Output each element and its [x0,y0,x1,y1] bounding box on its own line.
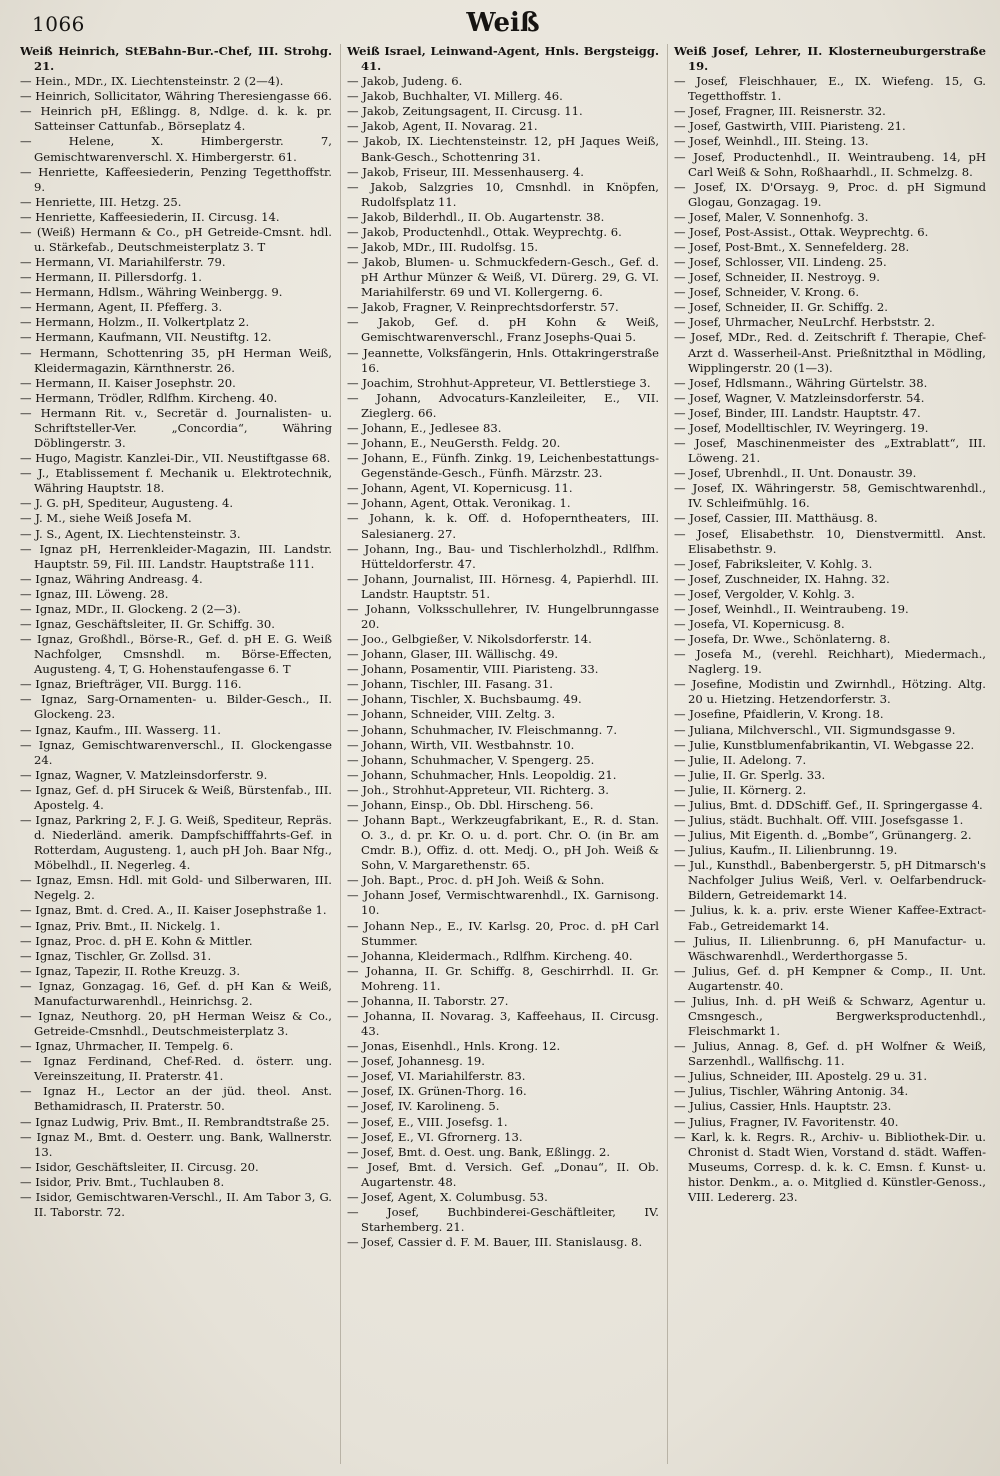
directory-entry: — Ignaz, Briefträger, VII. Burgg. 116. [20,677,242,692]
directory-entry: — Johanna, II. Taborstr. 27. [347,993,509,1008]
directory-entry: — Hermann, VI. Mariahilferstr. 79. [20,255,226,270]
directory-entry: — Johann, Agent, VI. Kopernicusg. 11. [347,481,573,496]
directory-entry: — Ignaz, III. Löweng. 28. [20,586,169,601]
directory-entry: — Ignaz, Emsn. Hdl. mit Gold- und Silberwaren, III. Negelg. 2. [20,873,332,903]
directory-entry: — Johanna, II. Novarag. 3, Kaffeehaus, II. Circusg. 43. [347,1009,659,1039]
directory-entry: — Hermann Rit. v., Secretär d. Journalisten- u. Schriftsteller-Ver. „Concordia“, Währing Döblingerstr. 3. [20,405,332,451]
columns [20,44,986,1464]
directory-entry: — Johann, E., Jedlesee 83. [347,420,502,435]
directory-entry: — Ignaz, Wagner, V. Matzleinsdorferstr. 9. [20,767,268,782]
directory-entry: — Hermann, Agent, II. Pfefferg. 3. [20,300,223,315]
directory-entry: Weiß Josef, Lehrer, II. Klosterneuburgerstraße 19. [674,44,986,74]
directory-entry: — Josefine, Pfaidlerin, V. Krong. 18. [674,707,884,722]
directory-entry: — Julius, Annag. 8, Gef. d. pH Wolfner & Weiß, Sarzenhdl., Wallfischg. 11. [674,1039,986,1069]
directory-entry: — Heinrich, Sollicitator, Währing Theresiengasse 66. [20,89,332,104]
directory-entry: — Karl, k. k. Regrs. R., Archiv- u. Bibliothek-Dir. u. Chronist d. Stadt Wien, Vorstand d. städt. Waffen-Museums, Corresp. d. k. k. C. Emsn. f. Kunst- u. histor. Denkm., a. o. Mitglied d. Künstler-Genoss., VIII. Ledererg. 23. [674,1129,986,1204]
directory-entry: — Josef, IX. Währingerstr. 58, Gemischtwarenhdl., IV. Schleifmühlg. 16. [674,481,986,511]
directory-entry: — Ignaz, Währing Andreasg. 4. [20,571,203,586]
directory-entry: — Julius, Kaufm., II. Lilienbrunng. 19. [674,843,898,858]
directory-entry: — Josef, Productenhdl., II. Weintraubeng. 14, pH Carl Weiß & Sohn, Roßhaarhdl., II. Schmelzg. 8. [674,149,986,179]
directory-entry: — Hermann, Holzm., II. Volkertplatz 2. [20,315,250,330]
directory-entry: Weiß Israel, Leinwand-Agent, Hnls. Bergsteigg. 41. [347,44,659,74]
directory-entry: — Josef, Bmt. d. Oest. ung. Bank, Eßlingg. 2. [347,1144,611,1159]
directory-entry: — Josef, MDr., Red. d. Zeitschrift f. Therapie, Chef-Arzt d. Wasserheil-Anst. Prießnitzthal in Mödling, Wipplingerstr. 20 (1—3). [674,330,986,375]
directory-entry: — Josef, E., VI. Gfrornerg. 13. [347,1129,523,1144]
directory-entry: — Josef, Hdlsmann., Währing Gürtelstr. 38. [674,375,928,390]
directory-entry: — Henriette, III. Hetzg. 25. [20,194,182,209]
directory-entry: — Josef, IX. D'Orsayg. 9, Proc. d. pH Sigmund Glogau, Gonzagag. 19. [674,179,986,209]
directory-entry: — Johann, Volksschullehrer, IV. Hungelbrunngasse 20. [347,601,659,631]
directory-entry: — Johann, E., NeuGersth. Feldg. 20. [347,436,561,451]
directory-entry: — Julius, städt. Buchhalt. Off. VIII. Josefsgasse 1. [674,812,964,827]
directory-entry: — Johann, Agent, Ottak. Veronikag. 1. [347,496,571,511]
directory-entry: — Josef, IX. Grünen-Thorg. 16. [347,1084,527,1099]
column-3 [667,44,986,1464]
directory-entry: — Johann, Posamentir, VIII. Piaristeng. 33. [347,662,599,677]
directory-entry: — Ignaz, Parkring 2, F. J. G. Weiß, Spediteur, Repräs. d. Niederländ. amerik. Dampfschifffahrts-Gef. in Rotterdam, Augusteng. 1, auch pH Joh. Baar Nfg., Möbelhdl., II. Negerleg. 4. [20,812,332,873]
directory-entry: — Ignaz, Kaufm., III. Wasserg. 11. [20,722,221,737]
directory-entry: — Julius, Gef. d. pH Kempner & Comp., II. Unt. Augartenstr. 40. [674,963,986,993]
page-number: 1066 [32,12,85,36]
directory-entry: — Hugo, Magistr. Kanzlei-Dir., VII. Neustiftgasse 68. [20,451,331,466]
directory-entry: — Josefa, VI. Kopernicusg. 8. [674,616,845,631]
directory-entry: — Jonas, Eisenhdl., Hnls. Krong. 12. [347,1039,561,1054]
directory-entry: — Josef, Schlosser, VII. Lindeng. 25. [674,255,887,270]
directory-entry: — Helene, X. Himbergerstr. 7, Gemischtwarenverschl. X. Himbergerstr. 61. [20,134,332,164]
directory-entry: — Josef, Bmt. d. Versich. Gef. „Donau“, II. Ob. Augartenstr. 48. [347,1159,659,1189]
directory-entry: — Julius, II. Lilienbrunng. 6, pH Manufactur- u. Wäschwarenhdl., Werderthorgasse 5. [674,933,986,963]
directory-entry: — Jakob, Gef. d. pH Kohn & Weiß, Gemischtwarenverschl., Franz Josephs-Quai 5. [347,315,659,345]
directory-entry: — Julius, Bmt. d. DDSchiff. Gef., II. Springergasse 4. [674,797,983,812]
directory-entry: — Josef, Maler, V. Sonnenhofg. 3. [674,209,869,224]
directory-entry: — J. G. pH, Spediteur, Augusteng. 4. [20,496,234,511]
directory-entry: — Johann, k. k. Off. d. Hofoperntheaters, III. Salesianerg. 27. [347,511,659,541]
directory-entry: — Josef, Schneider, II. Nestroyg. 9. [674,270,880,285]
directory-entry: — Jakob, Blumen- u. Schmuckfedern-Gesch., Gef. d. pH Arthur Münzer & Weiß, VI. Dürerg. 29, G. VI. Mariahilferstr. 69 und VI. Kollergerng. 6. [347,255,659,300]
directory-entry: — Josef, Vergolder, V. Kohlg. 3. [674,586,855,601]
directory-entry: — Josef, Binder, III. Landstr. Hauptstr. 47. [674,405,921,420]
directory-entry: — Juliana, Milchverschl., VII. Sigmundsgasse 9. [674,722,956,737]
directory-entry: — Julius, Schneider, III. Apostelg. 29 u. 31. [674,1069,928,1084]
directory-entry: — Josef, VI. Mariahilferstr. 83. [347,1069,526,1084]
directory-entry: — Johann, Tischler, III. Fasang. 31. [347,677,553,692]
directory-entry: — Josef, Zuschneider, IX. Hahng. 32. [674,571,890,586]
directory-entry: — Ignaz, Tischler, Gr. Zollsd. 31. [20,948,212,963]
directory-entry: — Johann, Glaser, III. Wällischg. 49. [347,647,559,662]
directory-entry: — Ignaz, Sarg-Ornamenten- u. Bilder-Gesch., II. Glockeng. 23. [20,692,332,722]
directory-entry: — (Weiß) Hermann & Co., pH Getreide-Cmsnt. hdl. u. Stärkefab., Deutschmeisterplatz 3. T [20,224,332,255]
directory-entry: — Ignaz, Gonzagag. 16, Gef. d. pH Kan & Weiß, Manufacturwarenhdl., Heinrichsg. 2. [20,978,332,1008]
directory-entry: — Hein., MDr., IX. Liechtensteinstr. 2 (2—4). [20,74,284,89]
directory-entry: — Josef, Schneider, II. Gr. Schiffg. 2. [674,300,888,315]
directory-entry: — Josef, Fleischhauer, E., IX. Wiefeng. 15, G. Tegetthoffstr. 1. [674,74,986,104]
directory-entry: — Ignaz, Tapezir, II. Rothe Kreuzg. 3. [20,963,241,978]
directory-entry: — Julie, II. Adelong. 7. [674,752,807,767]
directory-entry: — Josef, E., VIII. Josefsg. 1. [347,1114,508,1129]
directory-entry: — Jakob, Buchhalter, VI. Millerg. 46. [347,89,563,104]
directory-entry: — Jakob, Bilderhdl., II. Ob. Augartenstr. 38. [347,209,605,224]
directory-entry: — J. M., siehe Weiß Josefa M. [20,511,192,526]
directory-entry: — Ignaz, Bmt. d. Cred. A., II. Kaiser Josephstraße 1. [20,903,327,918]
directory-entry: — Josef, Ubrenhdl., II. Unt. Donaustr. 39. [674,466,917,481]
directory-entry: — Jakob, Fragner, V. Reinprechtsdorferstr. 57. [347,300,619,315]
directory-entry: — Josef, Wagner, V. Matzleinsdorferstr. 54. [674,390,925,405]
directory-entry: — Hermann, Trödler, Rdlfhm. Kircheng. 40. [20,390,278,405]
directory-entry: — Johann, Schuhmacher, Hnls. Leopoldig. 21. [347,767,617,782]
directory-entry: — Julius, Cassier, Hnls. Hauptstr. 23. [674,1099,892,1114]
directory-entry: — Ignaz, Priv. Bmt., II. Nickelg. 1. [20,918,221,933]
directory-entry: — Joachim, Strohhut-Appreteur, VI. Bettlerstiege 3. [347,375,651,390]
directory-entry: — Josef, Weinhdl., II. Weintraubeng. 19. [674,601,909,616]
directory-entry: — J., Etablissement f. Mechanik u. Elektrotechnik, Währing Hauptstr. 18. [20,466,332,496]
directory-entry: — Julius, Mit Eigenth. d. „Bombe“, Grünangerg. 2. [674,828,972,843]
directory-entry: — Johann, Schuhmacher, V. Spengerg. 25. [347,752,595,767]
directory-entry: — Johann Bapt., Werkzeugfabrikant, E., R. d. Stan. O. 3., d. pr. Kr. O. u. d. port. Chr. O. (in Br. am Cmdr. B.), Offiz. d. ott. Medj. O., pH Joh. Weiß & Sohn, V. Margarethenstr. 65. [347,812,659,873]
directory-entry: — Ignaz, Gef. d. pH Sirucek & Weiß, Bürstenfab., III. Apostelg. 4. [20,782,332,812]
directory-entry: — Julie, II. Gr. Sperlg. 33. [674,767,826,782]
directory-entry: — Ignaz, Geschäftsleiter, II. Gr. Schiffg. 30. [20,616,275,631]
directory-entry: — Johann, Ing., Bau- und Tischlerholzhdl., Rdlfhm. Hütteldorferstr. 47. [347,541,659,571]
directory-entry: — Josef, IV. Karolineng. 5. [347,1099,500,1114]
directory-entry: — Ignaz, Gemischtwarenverschl., II. Glockengasse 24. [20,737,332,767]
directory-entry: — Jakob, MDr., III. Rudolfsg. 15. [347,240,539,255]
directory-entry: — Henriette, Kaffeesiederin, II. Circusg. 14. [20,209,280,224]
directory-entry: — Jakob, Friseur, III. Messenhauserg. 4. [347,164,584,179]
directory-entry: — Johann, Wirth, VII. Westbahnstr. 10. [347,737,575,752]
directory-entry: — Ignaz Ludwig, Priv. Bmt., II. Rembrandtstraße 25. [20,1114,330,1129]
directory-entry: — Julius, k. k. a. priv. erste Wiener Kaffee-Extract-Fab., Getreidemarkt 14. [674,903,986,933]
directory-entry: — Josef, Johannesg. 19. [347,1054,485,1069]
directory-entry: — Josef, Elisabethstr. 10, Dienstvermittl. Anst. Elisabethstr. 9. [674,526,986,556]
directory-entry: — Johann, Schuhmacher, IV. Fleischmanng. 7. [347,722,618,737]
directory-entry: — Johann, Journalist, III. Hörnesg. 4, Papierhdl. III. Landstr. Hauptstr. 51. [347,571,659,601]
directory-entry: — Johann, Advocaturs-Kanzleileiter, E., VII. Zieglerg. 66. [347,390,659,420]
directory-entry: — Jakob, Zeitungsagent, II. Circusg. 11. [347,104,583,119]
directory-entry: — Josef, Cassier, III. Matthäusg. 8. [674,511,878,526]
directory-entry: — Ignaz, Großhdl., Börse-R., Gef. d. pH E. G. Weiß Nachfolger, Cmsnshdl. m. Börse-Effecten, Augusteng. 4, T, G. Hohenstaufengasse 6. T [20,632,332,677]
directory-entry: — Josefa, Dr. Wwe., Schönlaterng. 8. [674,632,891,647]
column-2 [340,44,659,1464]
directory-entry: — Johann Josef, Vermischtwarenhdl., IX. Garnisong. 10. [347,888,659,918]
directory-entry: — Julius, Fragner, IV. Favoritenstr. 40. [674,1114,899,1129]
directory-entry: — Johanna, II. Gr. Schiffg. 8, Geschirrhdl. II. Gr. Mohreng. 11. [347,963,659,993]
running-head: Weiß [466,8,540,38]
directory-entry: — Josef, Fragner, III. Reisnerstr. 32. [674,104,886,119]
directory-entry: — Josef, Gastwirth, VIII. Piaristeng. 21. [674,119,906,134]
directory-entry: — Jakob, Productenhdl., Ottak. Weyprechtg. 6. [347,224,622,239]
page-header [20,8,986,44]
directory-entry: — Josef, Post-Bmt., X. Sennefelderg. 28. [674,240,910,255]
directory-entry: — Josef, Uhrmacher, NeuLrchf. Herbststr. 2. [674,315,935,330]
directory-entry: — Ignaz, Neuthorg. 20, pH Herman Weisz & Co., Getreide-Cmsnhdl., Deutschmeisterplatz 3. [20,1009,332,1039]
directory-entry: — Johann, Tischler, X. Buchsbaumg. 49. [347,692,582,707]
directory-entry: — Ignaz H., Lector an der jüd. theol. Anst. Bethamidrasch, II. Praterstr. 50. [20,1084,332,1114]
directory-entry: — Josef, Modelltischler, IV. Weyringerg. 19. [674,420,929,435]
directory-entry: — Ignaz, Uhrmacher, II. Tempelg. 6. [20,1039,234,1054]
directory-entry: — Joh. Bapt., Proc. d. pH Joh. Weiß & Sohn. [347,873,605,888]
directory-entry: — Josef, Post-Assist., Ottak. Weyprechtg. 6. [674,224,929,239]
directory-entry: — Johanna, Kleidermach., Rdlfhm. Kircheng. 40. [347,948,633,963]
directory-entry: — Josef, Fabriksleiter, V. Kohlg. 3. [674,556,873,571]
directory-entry: — Julie, II. Körnerg. 2. [674,782,807,797]
directory-entry: — Julius, Tischler, Währing Antonig. 34. [674,1084,909,1099]
directory-entry: — Hermann, Hdlsm., Währing Weinbergg. 9. [20,285,283,300]
directory-entry: — Josefa M., (verehl. Reichhart), Miedermach., Naglerg. 19. [674,647,986,677]
directory-entry: — Isidor, Priv. Bmt., Tuchlauben 8. [20,1174,225,1189]
directory-entry: — Ignaz, MDr., II. Glockeng. 2 (2—3). [20,601,241,616]
directory-entry: — Isidor, Geschäftsleiter, II. Circusg. 20. [20,1159,259,1174]
directory-entry: — Josefine, Modistin und Zwirnhdl., Hötzing. Altg. 20 u. Hietzing. Hetzendorferstr. 3. [674,677,986,707]
directory-entry: — Ignaz, Proc. d. pH E. Kohn & Mittler. [20,933,253,948]
directory-entry: — Josef, Cassier d. F. M. Bauer, III. Stanislausg. 8. [347,1235,643,1250]
directory-entry: — Julius, Inh. d. pH Weiß & Schwarz, Agentur u. Cmsngesch., Bergwerksproductenhdl., Fleischmarkt 1. [674,993,986,1039]
column-1 [20,44,332,1464]
directory-entry: — Jul., Kunsthdl., Babenbergerstr. 5, pH Ditmarsch's Nachfolger Julius Weiß, Verl. v. Oelfarbendruck-Bildern, Getreidemarkt 14. [674,858,986,903]
directory-entry: — Joo., Gelbgießer, V. Nikolsdorferstr. 14. [347,632,592,647]
directory-entry: — Hermann, II. Kaiser Josephstr. 20. [20,375,236,390]
directory-entry: — Josef, Maschinenmeister des „Extrablatt“, III. Löweng. 21. [674,436,986,466]
directory-entry: — Johann, Schneider, VIII. Zeltg. 3. [347,707,556,722]
directory-entry: Weiß Heinrich, StEBahn-Bur.-Chef, III. Strohg. 21. [20,44,332,74]
directory-entry: — Joh., Strohhut-Appreteur, VII. Richterg. 3. [347,782,609,797]
directory-entry: — Ignaz pH, Herrenkleider-Magazin, III. Landstr. Hauptstr. 59, Fil. III. Landstr. Hauptstraße 111. [20,541,332,571]
directory-entry: — Ignaz M., Bmt. d. Oesterr. ung. Bank, Wallnerstr. 13. [20,1129,332,1159]
directory-entry: — Josef, Weinhdl., III. Steing. 13. [674,134,869,149]
directory-entry: — Josef, Schneider, V. Krong. 6. [674,285,860,300]
directory-entry: — Heinrich pH, Eßlingg. 8, Ndlge. d. k. k. pr. Satteinser Cattunfab., Börseplatz 4. [20,104,332,134]
directory-entry: — Hermann, Schottenring 35, pH Herman Weiß, Kleidermagazin, Kärnthnerstr. 26. [20,345,332,375]
directory-entry: — Johann Nep., E., IV. Karlsg. 20, Proc. d. pH Carl Stummer. [347,918,659,948]
directory-entry: — Josef, Buchbinderei-Geschäftleiter, IV. Starhemberg. 21. [347,1205,659,1235]
directory-entry: — Jakob, Judeng. 6. [347,74,463,89]
directory-entry: — Julie, Kunstblumenfabrikantin, VI. Webgasse 22. [674,737,975,752]
directory-entry: — Henriette, Kaffeesiederin, Penzing Tegetthoffstr. 9. [20,164,332,194]
directory-entry: — Jakob, IX. Liechtensteinstr. 12, pH Jaques Weiß, Bank-Gesch., Schottenring 31. [347,134,659,164]
directory-entry: — Jakob, Salzgries 10, Cmsnhdl. in Knöpfen, Rudolfsplatz 11. [347,179,659,209]
directory-entry: — Ignaz Ferdinand, Chef-Red. d. österr. ung. Vereinszeitung, II. Praterstr. 41. [20,1054,332,1084]
directory-entry: — Jeannette, Volksfängerin, Hnls. Ottakringerstraße 16. [347,345,659,375]
directory-entry: — Johann, E., Fünfh. Zinkg. 19, Leichenbestattungs-Gegenstände-Gesch., Fünfh. Märzstr. 23. [347,451,659,481]
directory-entry: — Hermann, Kaufmann, VII. Neustiftg. 12. [20,330,272,345]
directory-entry: — Josef, Agent, X. Columbusg. 53. [347,1189,548,1204]
directory-entry: — Johann, Einsp., Ob. Dbl. Hirscheng. 56. [347,797,594,812]
directory-entry: — Isidor, Gemischtwaren-Verschl., II. Am Tabor 3, G. II. Taborstr. 72. [20,1189,332,1220]
directory-entry: — J. S., Agent, IX. Liechtensteinstr. 3. [20,526,241,541]
directory-entry: — Jakob, Agent, II. Novarag. 21. [347,119,538,134]
directory-entry: — Hermann, II. Pillersdorfg. 1. [20,270,202,285]
